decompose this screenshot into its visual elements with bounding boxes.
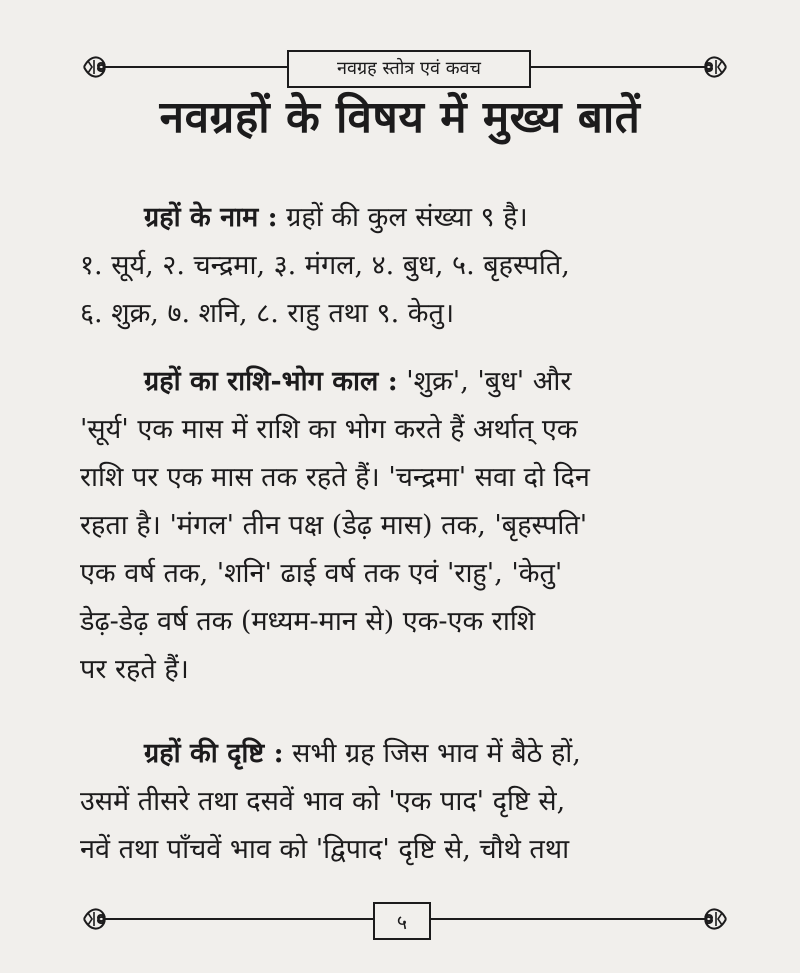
- page-title: नवग्रहों के विषय में मुख्य बातें: [159, 92, 641, 143]
- paragraph-text: ग्रहों की कुल संख्या ९ है।: [277, 202, 528, 233]
- flourish-ornament-icon: [688, 903, 728, 935]
- paragraph-line: राशि पर एक मास तक रहते हैं। 'चन्द्रमा' सवा दो दिन: [80, 462, 590, 493]
- paragraph-line: १. सूर्य, २. चन्द्रमा, ३. मंगल, ४. बुध, ५. बृहस्पति,: [80, 250, 570, 281]
- paragraph-line: ६. शुक्र, ७. शनि, ८. राहु तथा ९. केतु।: [80, 298, 455, 329]
- paragraph-line: 'सूर्य' एक मास में राशि का भोग करते हैं अर्थात् एक: [80, 414, 578, 445]
- flourish-ornament-icon: [82, 903, 122, 935]
- running-title: नवग्रह स्तोत्र एवं कवच: [287, 50, 531, 88]
- flourish-ornament-icon: [82, 51, 122, 83]
- paragraph-line: डेढ़-डेढ़ वर्ष तक (मध्यम-मान से) एक-एक राशि: [80, 606, 536, 637]
- paragraph-line: पर रहते हैं।: [80, 654, 189, 685]
- paragraph-line: नवें तथा पाँचवें भाव को 'द्विपाद' दृष्टि से, चौथे तथा: [80, 834, 570, 865]
- paragraph-line: एक वर्ष तक, 'शनि' ढाई वर्ष तक एवं 'राहु', 'केतु': [80, 558, 563, 589]
- page-number: ५: [373, 902, 431, 940]
- paragraph-text: 'शुक्र', 'बुध' और: [397, 366, 572, 397]
- flourish-ornament-icon: [688, 51, 728, 83]
- paragraph-line: [80, 194, 728, 242]
- section-heading: ग्रहों की दृष्टि :: [144, 738, 284, 769]
- section-heading: ग्रहों के नाम :: [144, 202, 278, 233]
- section-aspects: [80, 730, 728, 874]
- section-names: [80, 194, 728, 338]
- paragraph-line: रहता है। 'मंगल' तीन पक्ष (डेढ़ मास) तक, 'बृहस्पति': [80, 510, 588, 541]
- paragraph-line: [80, 358, 728, 406]
- paragraph-line: [80, 730, 728, 778]
- section-heading: ग्रहों का राशि-भोग काल :: [144, 366, 398, 397]
- paragraph-text: सभी ग्रह जिस भाव में बैठे हों,: [283, 738, 581, 769]
- section-transit-period: [80, 358, 728, 694]
- paragraph-line: उसमें तीसरे तथा दसवें भाव को 'एक पाद' दृष्टि से,: [80, 786, 566, 817]
